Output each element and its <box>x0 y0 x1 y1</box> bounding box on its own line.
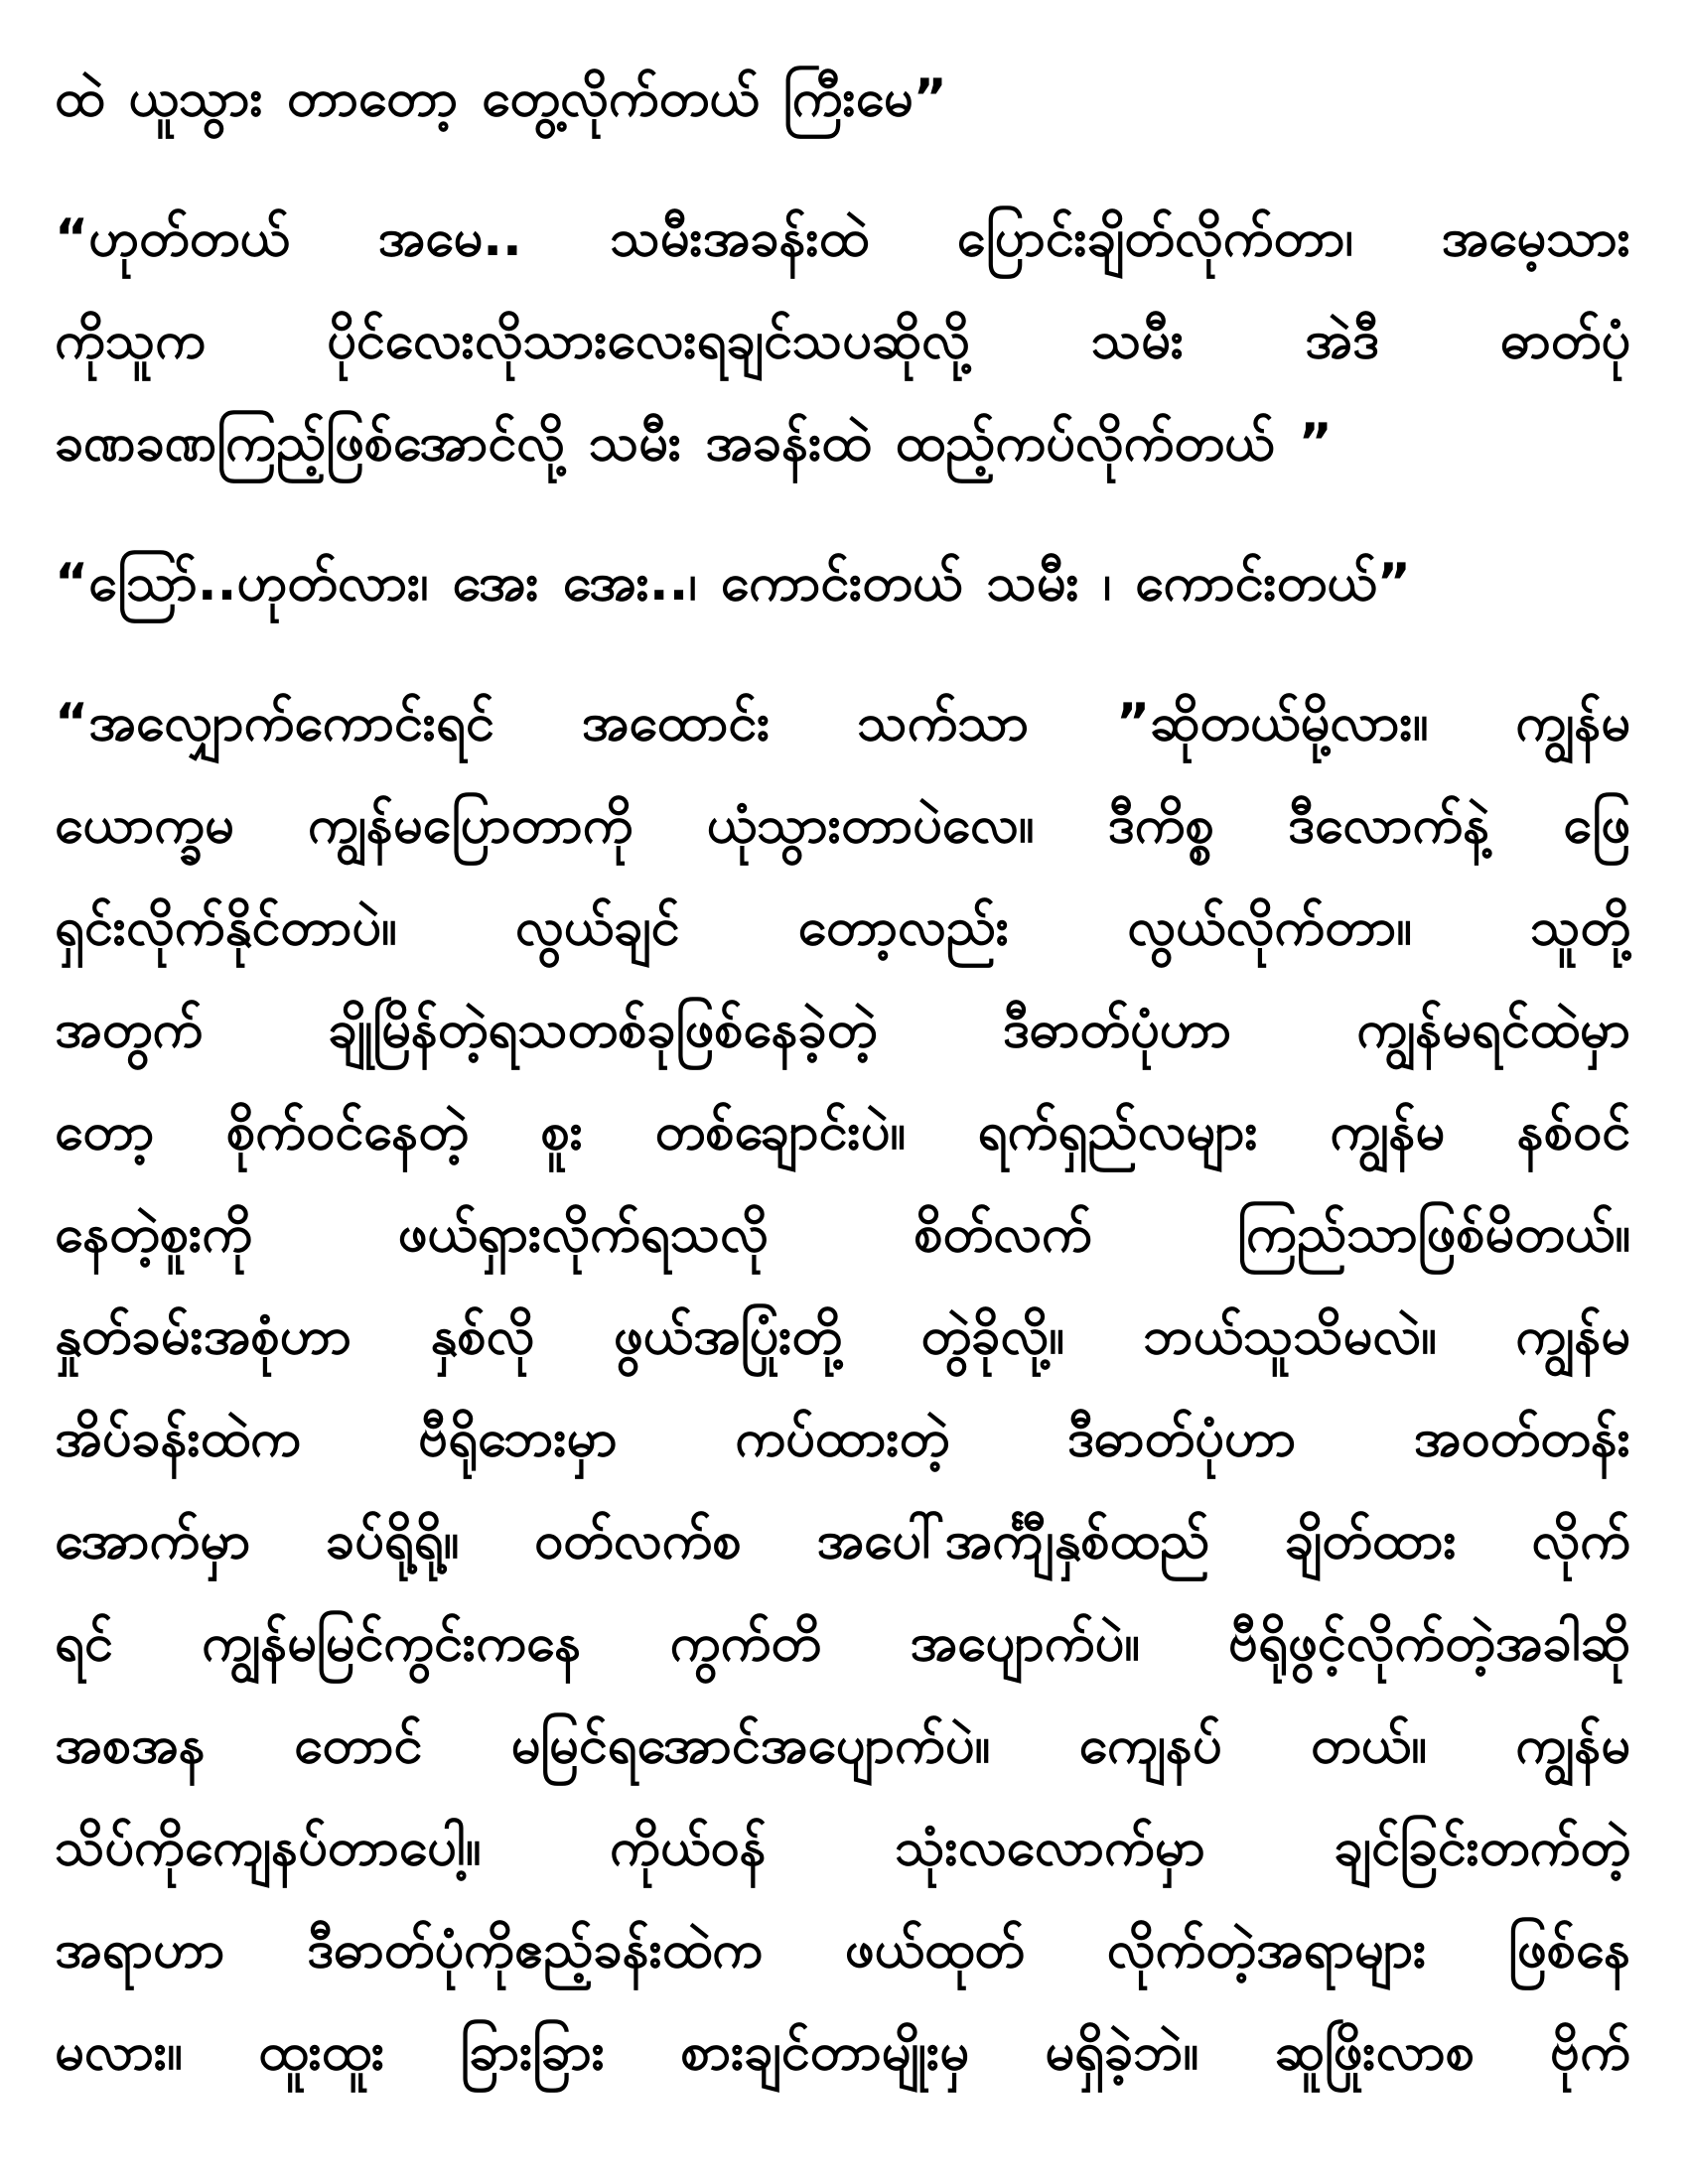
text-line: အောက်မှာ ခပ်ရို့ရို့။ ဝတ်လက်စ အပေါ်အင်္ကျီနှစ်ထည် ချိတ်ထား လိုက် <box>55 1511 1630 1570</box>
text-line: အတွက် ချိုမြိန်တဲ့ရသတစ်ခုဖြစ်နေခဲ့တဲ့ ဒီဓာတ်ပုံဟာ ကျွန်မရင်ထဲမှာ <box>55 1000 1630 1059</box>
text-line: နှုတ်ခမ်းအစုံဟာ နှစ်လို ဖွယ်အပြုံးတို့ တွဲခိုလို့။ ဘယ်သူသိမလဲ။ ကျွန်မ <box>55 1306 1630 1366</box>
text-line: သိပ်ကိုကျေနပ်တာပေါ့။ ကိုယ်ဝန် သုံးလလောက်မှာ ချင်ခြင်းတက်တဲ့ <box>55 1818 1630 1877</box>
text-line: “ဩော်..ဟုတ်လား၊ အေး အေး..၊ ကောင်းတယ် သမီး ၊ ကောင်းတယ်” <box>55 553 1411 613</box>
text-line: “အလျှောက်ကောင်းရင် အထောင်း သက်သာ ”ဆိုတယ်မို့လား။ ကျွန်မ <box>55 693 1630 752</box>
text-line: တော့ စိုက်ဝင်နေတဲ့ စူး တစ်ချောင်းပဲ။ ရက်ရှည်လများ ကျွန်မ နစ်ဝင် <box>55 1102 1630 1161</box>
paragraph <box>55 188 1630 494</box>
text-line: နေတဲ့စူးကို ဖယ်ရှားလိုက်ရသလို စိတ်လက် ကြည်သာဖြစ်မိတယ်။ <box>55 1204 1630 1264</box>
paragraph <box>55 532 1630 634</box>
text-line: “ဟုတ်တယ် အမေ.. သမီးအခန်းထဲ ပြောင်းချိတ်လိုက်တာ၊ အမေ့သား <box>55 208 1630 268</box>
text-line: အစအန တောင် မမြင်ရအောင်အပျောက်ပဲ။ ကျေနပ် တယ်။ ကျွန်မ <box>55 1715 1630 1775</box>
paragraph <box>55 672 1630 2104</box>
text-line: မလား။ ထူးထူး ခြားခြား စားချင်တာမျိုးမှ မရှိခဲ့ဘဲ။ ဆူဖြိုးလာစ ဗိုက် <box>55 2022 1630 2082</box>
text-line: အိပ်ခန်းထဲက ဗီရိုဘေးမှာ ကပ်ထားတဲ့ ဒီဓာတ်ပုံဟာ အဝတ်တန်း <box>55 1409 1630 1468</box>
text-line: ကိုသူက ပိုင်လေးလိုသားလေးရချင်သပဆိုလို့ သမီး အဲဒီ ဓာတ်ပုံ <box>55 311 1630 370</box>
text-line: ခဏခဏကြည့်ဖြစ်အောင်လို့ သမီး အခန်းထဲ ထည့်ကပ်လိုက်တယ် ” <box>55 413 1333 473</box>
text-line: ယောက္ခမ ကျွန်မပြောတာကို ယုံသွားတာပဲလေ။ ဒီကိစ္စ ဒီလောက်နဲ့ ဖြေ <box>55 795 1630 855</box>
text-line: ထဲ ယူသွား တာတော့ တွေ့လိုက်တယ် ကြီးမေ” <box>55 68 947 128</box>
text-body <box>55 48 1630 2104</box>
text-line: ရင် ကျွန်မမြင်ကွင်းကနေ ကွက်တိ အပျောက်ပဲ။ ဗီရိုဖွင့်လိုက်တဲ့အခါဆို <box>55 1613 1630 1673</box>
text-line: အရာဟာ ဒီဓာတ်ပုံကိုဧည့်ခန်းထဲက ဖယ်ထုတ် လိုက်တဲ့အရာများ ဖြစ်နေ <box>55 1920 1630 1979</box>
text-line: ရှင်းလိုက်နိုင်တာပဲ။ လွယ်ချင် တော့လည်း လွယ်လိုက်တာ။ သူတို့ <box>55 897 1630 957</box>
paragraph <box>55 48 1630 150</box>
